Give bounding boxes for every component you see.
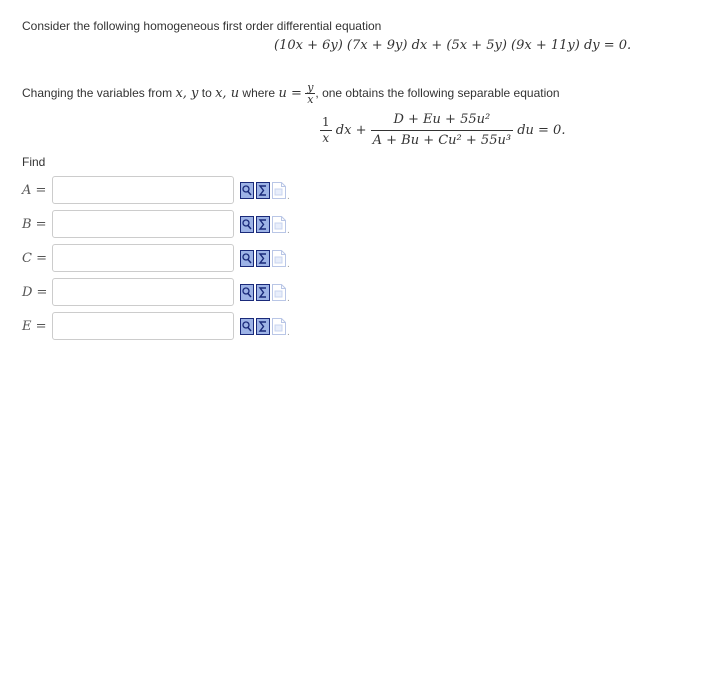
change-text-where: where [242, 86, 276, 100]
equation-editor-icon[interactable] [256, 182, 270, 199]
answer-row [22, 278, 312, 308]
answer-input[interactable] [52, 244, 234, 272]
equation-editor-icon[interactable] [256, 284, 270, 301]
change-u-eq: u = [278, 86, 302, 101]
preview-icon[interactable] [240, 182, 254, 199]
answer-label: C = [22, 251, 47, 266]
trailing-dot: . [287, 191, 290, 202]
change-text-prefix: Changing the variables from [22, 86, 173, 100]
sep-frac2-den: A + Bu + Cu² + 55u³ [372, 133, 512, 148]
separable-equation [320, 110, 565, 150]
answer-row [22, 176, 312, 206]
trailing-dot: . [287, 259, 290, 270]
answer-input[interactable] [52, 312, 234, 340]
find-label: Find [22, 155, 46, 169]
answer-label: D = [22, 285, 48, 300]
intro-text: Consider the following homogeneous first order differential equation [22, 19, 382, 33]
preview-icon[interactable] [240, 216, 254, 233]
equation-editor-icon[interactable] [256, 318, 270, 335]
answer-label: A = [22, 183, 47, 198]
answer-row [22, 244, 312, 274]
answer-input[interactable] [52, 278, 234, 306]
equation-main-text: (10x + 6y) (7x + 9y) dx + (5x + 5y) (9x + 11y) dy = 0. [274, 38, 632, 53]
help-page-icon[interactable] [272, 284, 286, 301]
answer-row [22, 210, 312, 240]
preview-icon[interactable] [240, 250, 254, 267]
equation-editor-icon[interactable] [256, 250, 270, 267]
help-page-icon[interactable] [272, 216, 286, 233]
answer-label: B = [22, 217, 47, 232]
answer-input[interactable] [52, 176, 234, 204]
frac-x: x [307, 93, 314, 107]
main-fraction [371, 110, 513, 151]
preview-icon[interactable] [240, 284, 254, 301]
change-text-suffix: , one obtains the following separable equation [315, 86, 560, 100]
change-text-to: to [201, 86, 212, 100]
trailing-dot: . [287, 327, 290, 338]
help-page-icon[interactable] [272, 250, 286, 267]
answer-input[interactable] [52, 210, 234, 238]
frac-y: y [307, 81, 314, 95]
change-vars-from: x, y [175, 86, 199, 101]
preview-icon[interactable] [240, 318, 254, 335]
change-variables-sentence [22, 81, 560, 107]
answer-row [22, 312, 312, 342]
trailing-dot: . [287, 225, 290, 236]
sep-frac1-den: x [322, 131, 330, 145]
one-over-x-fraction [320, 115, 332, 146]
sep-dx-plus: dx + [335, 123, 367, 138]
equation-editor-icon[interactable] [256, 216, 270, 233]
sep-frac1-num: 1 [322, 115, 330, 129]
sep-frac2-num: D + Eu + 55u² [371, 110, 513, 131]
answer-label: E = [22, 319, 47, 334]
help-page-icon[interactable] [272, 318, 286, 335]
y-over-x-fraction [305, 82, 315, 105]
change-vars-to: x, u [215, 86, 240, 101]
equation-main [274, 38, 631, 53]
help-page-icon[interactable] [272, 182, 286, 199]
trailing-dot: . [287, 293, 290, 304]
sep-du-end: du = 0. [517, 123, 566, 138]
